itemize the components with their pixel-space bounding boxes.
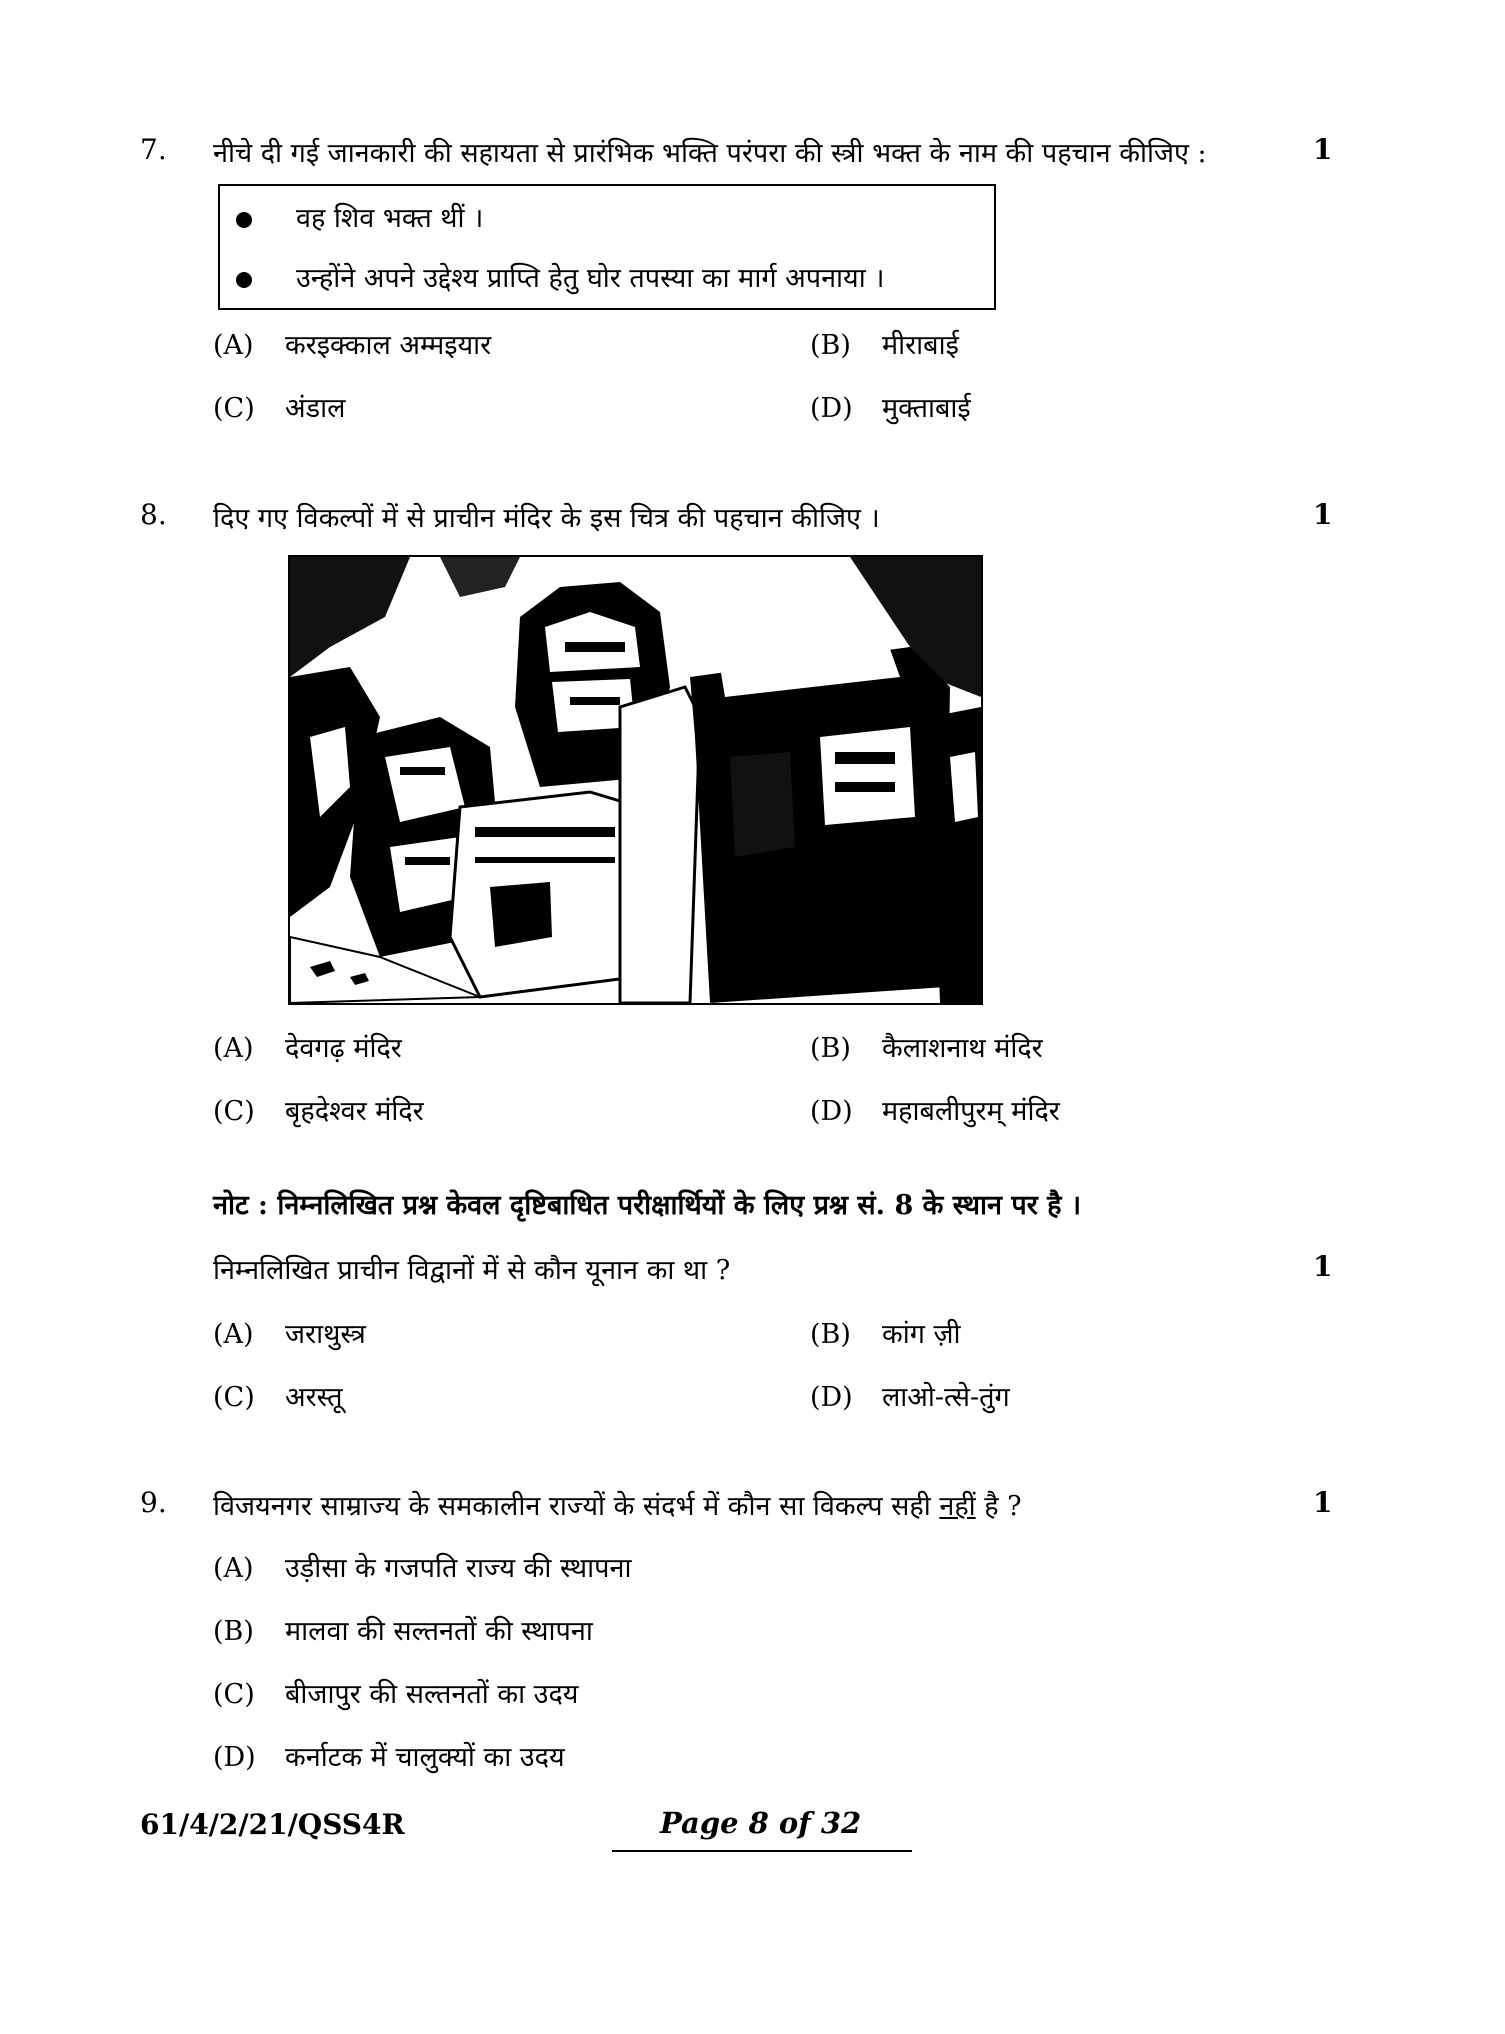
q8-option-c: (C) बृहदेश्वर मंदिर: [213, 1096, 424, 1127]
q9-emphasis: नहीं: [939, 1491, 976, 1522]
note-text: नोट : निम्नलिखित प्रश्न केवल दृष्टिबाधित परीक्षार्थियों के लिए प्रश्न सं. 8 के स्थान पर है ।: [213, 1190, 1082, 1221]
q7-bullet-1: [236, 198, 483, 235]
q7-option-b: (B) मीराबाई: [810, 330, 959, 361]
q9-number: 9.: [140, 1486, 167, 1519]
page-number: Page 8 of 32: [660, 1806, 862, 1840]
temple-photo: [288, 555, 983, 1005]
q8-option-a: (A) देवगढ़ मंदिर: [213, 1033, 402, 1064]
q7-bullet-2-text: उन्होंने अपने उद्देश्य प्राप्ति हेतु घोर तपस्या का मार्ग अपनाया ।: [296, 263, 885, 294]
q9-option-b: (B) मालवा की सल्तनतों की स्थापना: [213, 1616, 593, 1647]
q7-option-d: (D) मुक्ताबाई: [810, 393, 971, 424]
q9-option-d: (D) कर्नाटक में चालुक्यों का उदय: [213, 1742, 565, 1773]
q9-marks: 1: [1313, 1486, 1333, 1519]
q8-marks: 1: [1313, 498, 1333, 531]
q8-option-d: (D) महाबलीपुरम् मंदिर: [810, 1096, 1060, 1127]
temple-illustration: [290, 557, 981, 1003]
bullet-icon: [236, 272, 252, 288]
note-option-d: (D) लाओ-त्से-तुंग: [810, 1382, 1010, 1413]
q7-bullet-2: [236, 258, 885, 295]
q8-text: दिए गए विकल्पों में से प्राचीन मंदिर के इस चित्र की पहचान कीजिए ।: [213, 503, 880, 534]
bullet-icon: [236, 212, 252, 228]
note-option-c: (C) अरस्तू: [213, 1382, 343, 1413]
note-option-a: (A) जराथुस्त्र: [213, 1319, 366, 1350]
q9-text: विजयनगर साम्राज्य के समकालीन राज्यों के संदर्भ में कौन सा विकल्प सही नहीं है ?: [213, 1491, 1022, 1522]
q9-option-a: (A) उड़ीसा के गजपति राज्य की स्थापना: [213, 1553, 632, 1584]
q8-number: 8.: [140, 498, 167, 531]
paper-code: 61/4/2/21/QSS4R: [140, 1808, 405, 1841]
q7-option-c: (C) अंडाल: [213, 393, 346, 424]
q7-info-box: [218, 184, 996, 310]
q8-option-b: (B) कैलाशनाथ मंदिर: [810, 1033, 1043, 1064]
footer-underline: [612, 1850, 912, 1852]
note-marks: 1: [1313, 1250, 1333, 1283]
q7-number: 7.: [140, 133, 167, 166]
q7-text: नीचे दी गई जानकारी की सहायता से प्रारंभिक भक्ति परंपरा की स्त्री भक्त के नाम की पहचान कीजिए :: [213, 138, 1207, 169]
q9-option-c: (C) बीजापुर की सल्तनतों का उदय: [213, 1679, 579, 1710]
note-question: निम्नलिखित प्राचीन विद्वानों में से कौन यूनान का था ?: [213, 1255, 731, 1286]
q7-marks: 1: [1313, 133, 1333, 166]
note-option-b: (B) कांग ज़ी: [810, 1319, 961, 1350]
q7-bullet-1-text: वह शिव भक्त थीं ।: [296, 203, 484, 234]
q7-option-a: (A) करइक्काल अम्मइयार: [213, 330, 492, 361]
